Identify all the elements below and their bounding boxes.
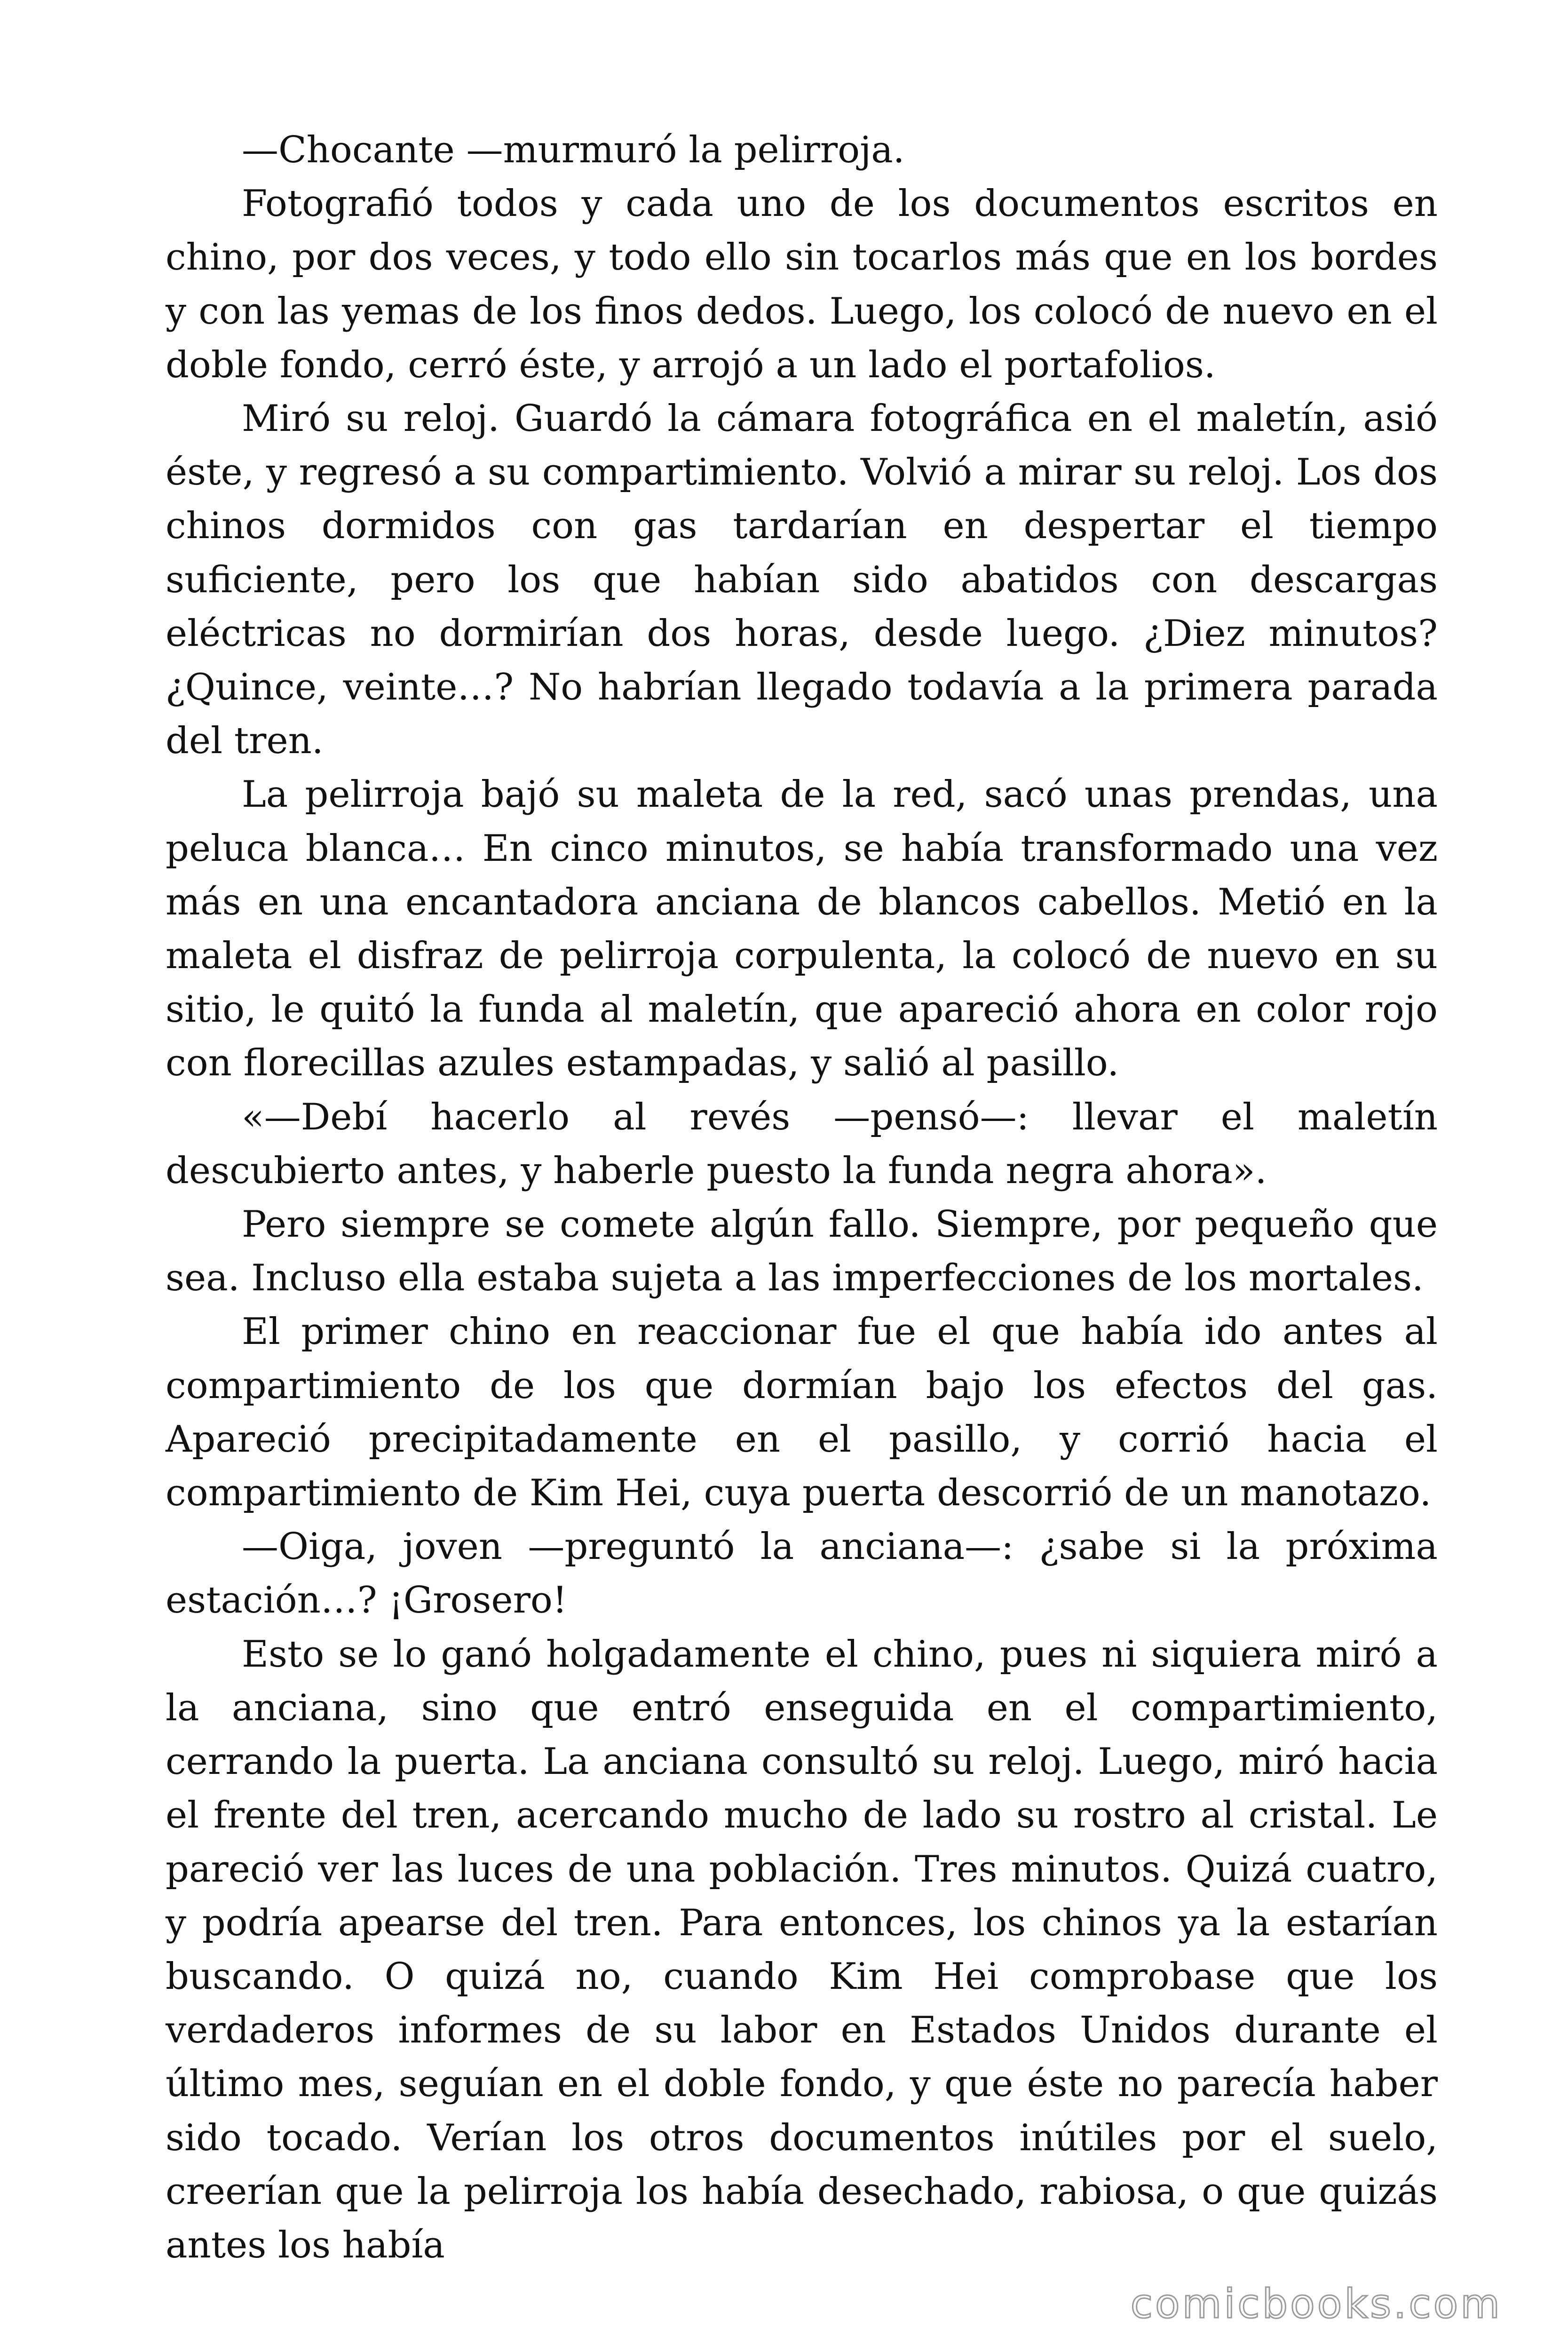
paragraph: El primer chino en reaccionar fue el que había ido antes al compartimiento de los que dormían bajo los efectos del gas. Apareció precipitadamente en el pasillo, y corrió hacia el compartimiento de Kim Hei, cuya puerta descorrió de un manotazo. [166,1311,1438,1515]
paragraph: «—Debí hacerlo al revés —pensó—: llevar el maletín descubierto antes, y haberle puesto la funda negra ahora». [166,1096,1438,1192]
paragraph: —Chocante —murmuró la pelirroja. [242,129,905,171]
paragraph: La pelirroja bajó su maleta de la red, sacó unas prendas, una peluca blanca… En cinco minutos, se había transformado una vez más en una encantadora anciana de blancos cabellos. Metió en la maleta el disfraz de pelirroja corpulenta, la colocó de nuevo en su sitio, le quitó la funda al maletín, que apareció ahora en color rojo con florecillas azules estampadas, y salió al pasillo. [166,773,1438,1085]
paragraph: Miró su reloj. Guardó la cámara fotográfica en el maletín, asió éste, y regresó a su compartimiento. Volvió a mirar su reloj. Los dos chinos dormidos con gas tardarían en despertar el tiempo suficiente, pero los que habían sido abatidos con descargas eléctricas no dormirían dos horas, desde luego. ¿Diez minutos? ¿Quince, veinte…? No habrían llegado todavía a la primera parada del tren. [166,397,1438,763]
page-body [166,123,1438,2272]
watermark: comicbooks.com [1130,2280,1502,2328]
paragraph: —Oiga, joven —preguntó la anciana—: ¿sabe si la próxima estación…? ¡Grosero! [166,1526,1438,1622]
paragraph: Fotografió todos y cada uno de los documentos escritos en chino, por dos veces, y todo ello sin tocarlos más que en los bordes y con las yemas de los finos dedos. Luego, los colocó de nuevo en el doble fondo, cerró éste, y arrojó a un lado el portafolios. [166,183,1438,386]
paragraph: Pero siempre se comete algún fallo. Siempre, por pequeño que sea. Incluso ella estaba sujeta a las imperfecciones de los mortales. [166,1203,1438,1300]
paragraph: Esto se lo ganó holgadamente el chino, pues ni siquiera miró a la anciana, sino que entró enseguida en el compartimiento, cerrando la puerta. La anciana consultó su reloj. Luego, miró hacia el frente del tren, acercando mucho de lado su rostro al cristal. Le pareció ver las luces de una población. Tres minutos. Quizá cuatro, y podría apearse del tren. Para entonces, los chinos ya la estarían buscando. O quizá no, cuando Kim Hei comprobase que los verdaderos informes de su labor en Estados Unidos durante el último mes, seguían en el doble fondo, y que éste no parecía haber sido tocado. Verían los otros documentos inútiles por el suelo, creerían que la pelirroja los había desechado, rabiosa, o que quizás antes los había [166,1633,1438,2266]
